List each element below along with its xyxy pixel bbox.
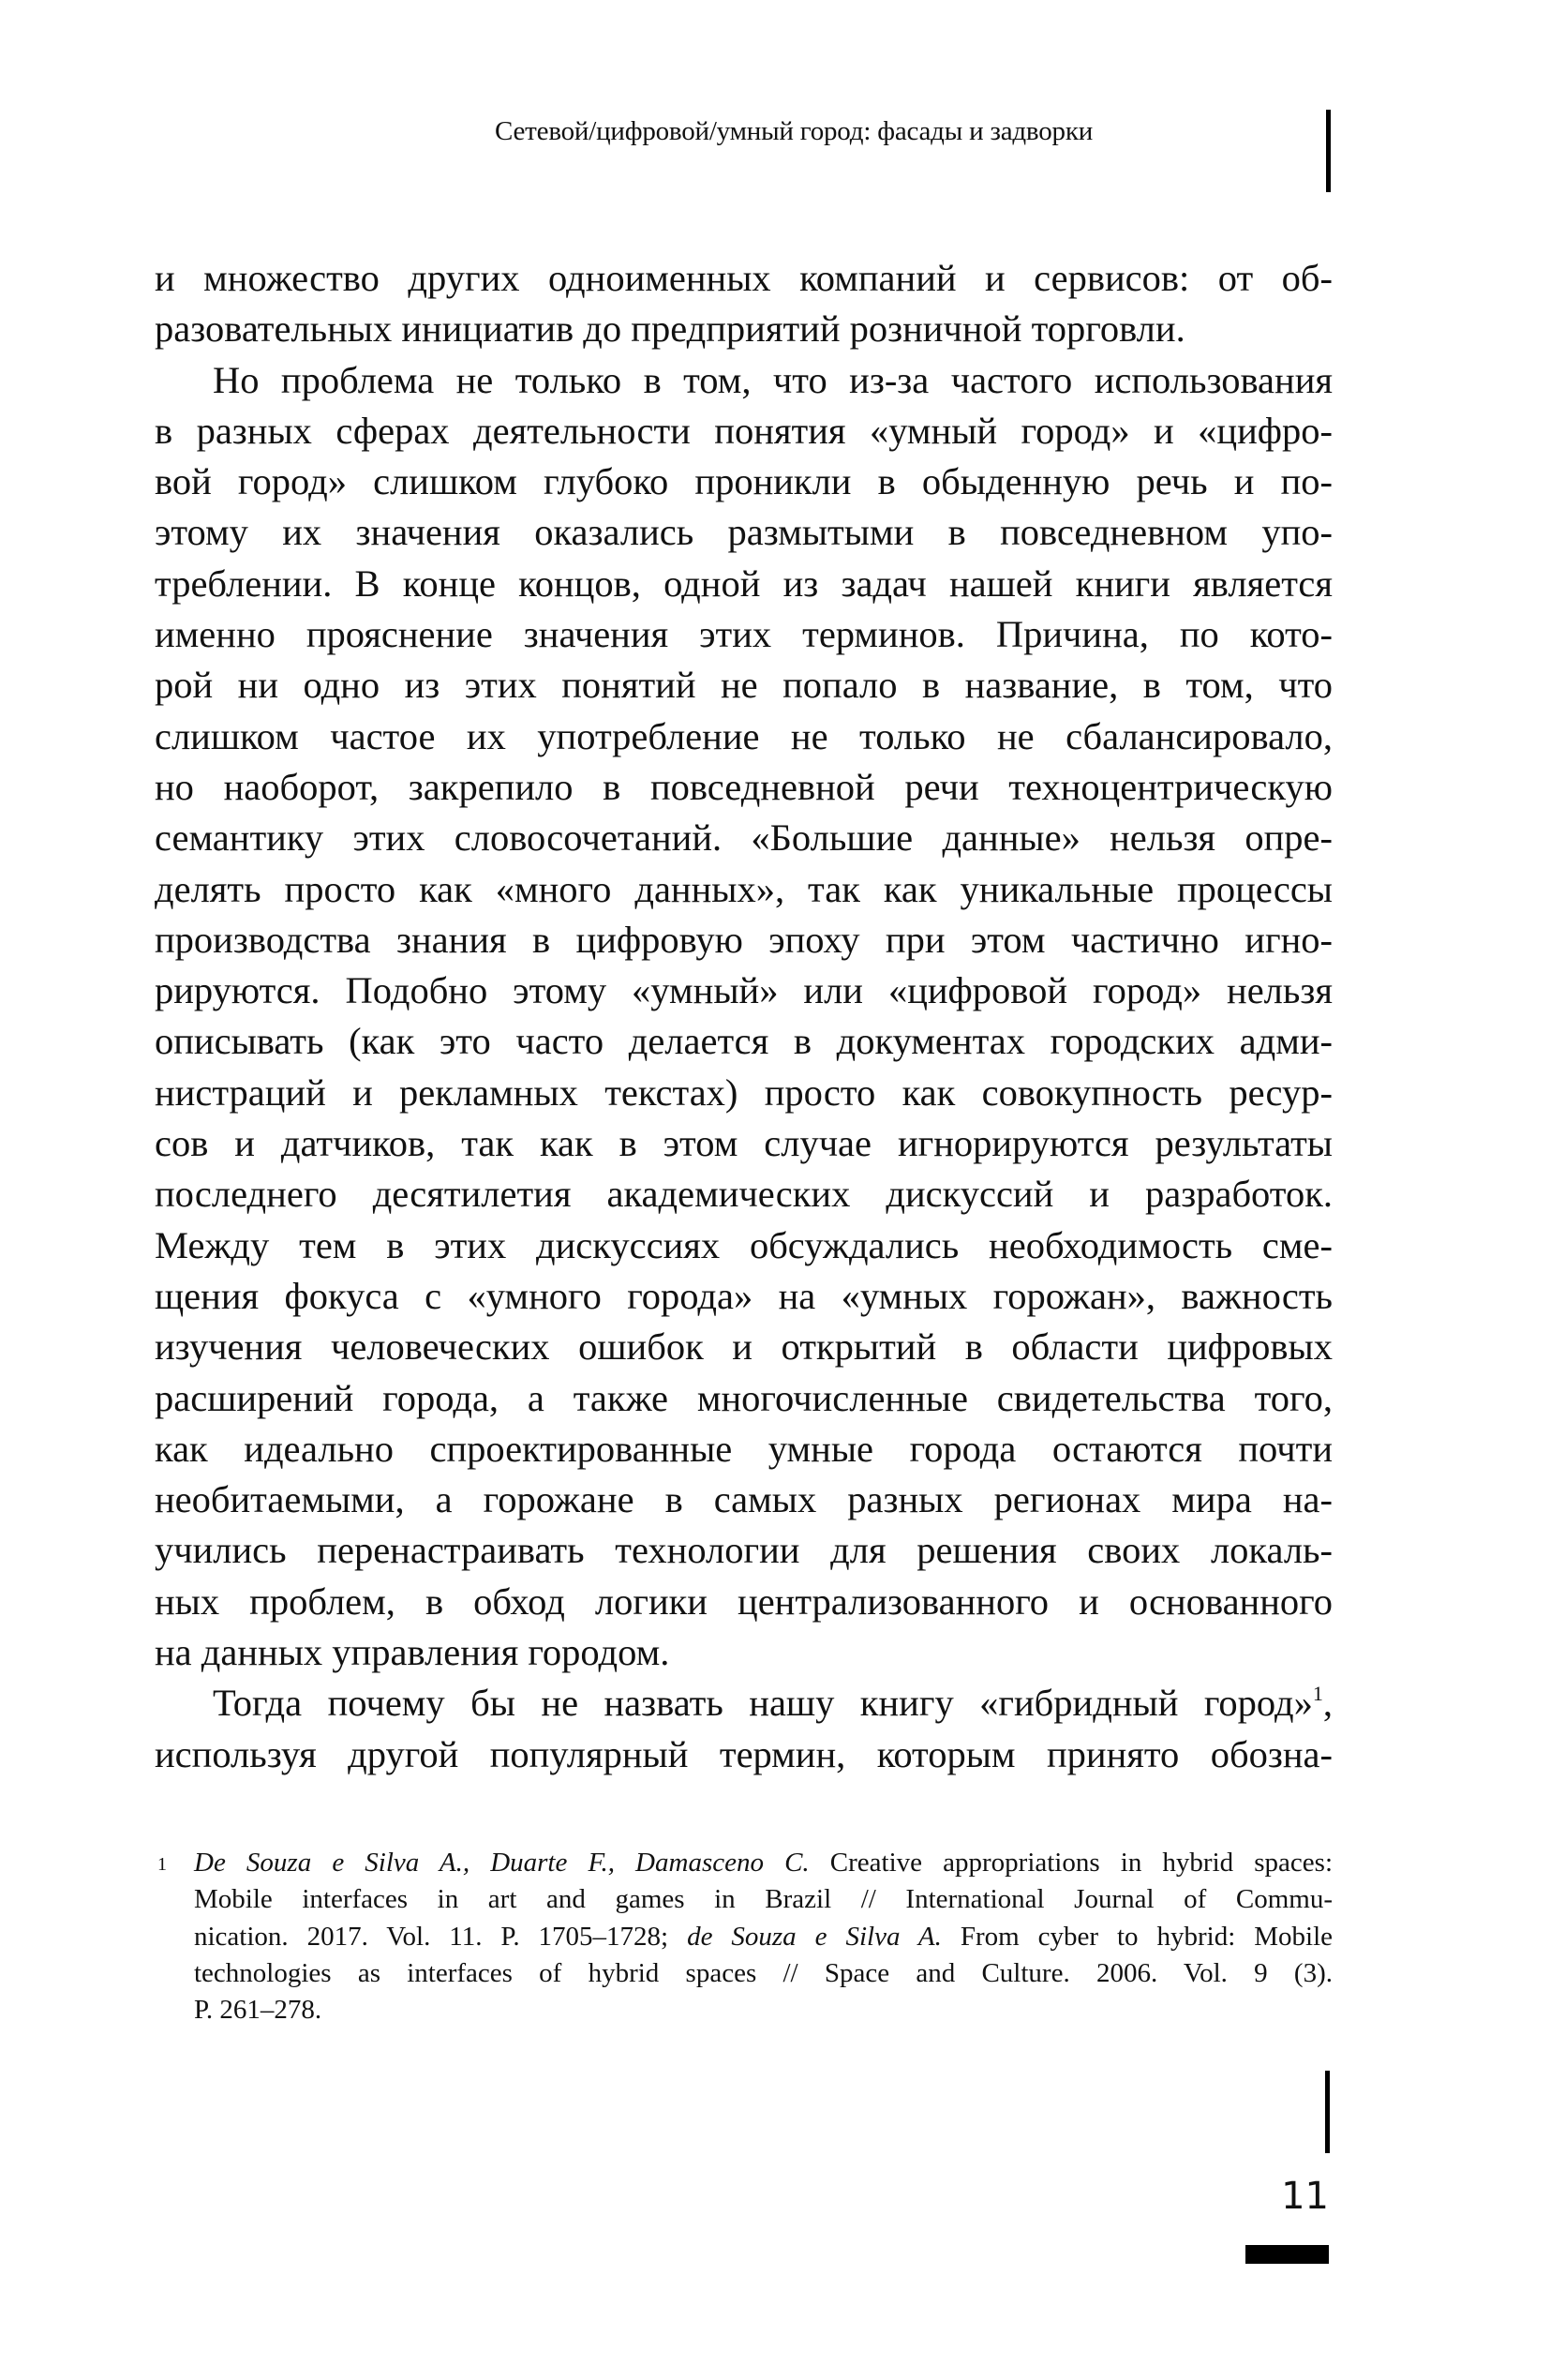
header-vertical-rule	[1326, 110, 1331, 192]
footnote-authors: De Souza e Silva A., Duarte F., Damasceno C.	[194, 1848, 810, 1878]
text-line: как идеально спроектированные умные города остаются почти	[155, 1427, 1333, 1470]
running-head: Сетевой/цифровой/умный город: фасады и задворки	[495, 116, 1094, 146]
text-line: на данных управления городом.	[155, 1631, 670, 1674]
footnote-line: P. 261–278.	[194, 1995, 322, 2026]
text-line: описывать (как это часто делается в документах городских адми-	[155, 1020, 1333, 1063]
footnote-line: Mobile interfaces in art and games in Brazil // International Journal of Commu-	[194, 1884, 1333, 1915]
text-segment: Тогда почему бы не назвать нашу книгу «гибридный город»	[213, 1682, 1313, 1725]
footnote-authors: de Souza e Silva A.	[687, 1921, 942, 1952]
folio-bar	[1245, 2245, 1329, 2264]
text-line: нистраций и рекламных текстах) просто как совокупность ресур-	[155, 1070, 1333, 1114]
body-text	[155, 253, 1333, 1780]
text-line: делять просто как «много данных», так как уникальные процессы	[155, 867, 1333, 910]
footnote-segment: From cyber to hybrid: Mobile	[941, 1921, 1333, 1952]
footnote-line	[194, 1845, 1333, 1881]
text-line: учились перенастраивать технологии для решения своих локаль-	[155, 1529, 1333, 1572]
text-line: необитаемыми, а горожане в самых разных регионах мира на-	[155, 1478, 1333, 1521]
text-segment: ,	[1322, 1682, 1333, 1725]
footnote-line	[194, 1919, 1333, 1955]
text-line: треблении. В конце концов, одной из задач нашей книги является	[155, 561, 1333, 605]
text-line: семантику этих словосочетаний. «Большие данные» нельзя опре-	[155, 816, 1333, 860]
text-line: но наоборот, закрепило в повседневной речи техноцентрическую	[155, 765, 1333, 808]
text-line: разовательных инициатив до предприятий розничной торговли.	[155, 307, 1185, 351]
text-line: слишком частое их употребление не только не сбалансировало,	[155, 714, 1333, 757]
paragraph-start-line: Но проблема не только в том, что из-за частого использования	[213, 358, 1333, 401]
paragraph-start-line	[155, 1678, 1333, 1729]
text-line: используя другой популярный термин, которым принято обозна-	[155, 1732, 1333, 1775]
text-line: ных проблем, в обход логики централизованного и основанного	[155, 1579, 1333, 1623]
footnote	[155, 1845, 1333, 2028]
text-line: этому их значения оказались размытыми в повседневном упо-	[155, 511, 1333, 554]
footnote-marker: 1	[157, 1854, 167, 1875]
text-line: вой город» слишком глубоко проникли в обыденную речь и по-	[155, 460, 1333, 503]
text-line: именно прояснение значения этих терминов. Причина, по кото-	[155, 613, 1333, 656]
text-line: рируются. Подобно этому «умный» или «цифровой город» нельзя	[155, 969, 1333, 1012]
text-line: рой ни одно из этих понятий не попало в название, в том, что	[155, 664, 1333, 707]
text-line: последнего десятилетия академических дискуссий и разработок.	[155, 1173, 1333, 1216]
text-line: в разных сферах деятельности понятия «умный город» и «цифро-	[155, 409, 1333, 452]
text-line: Между тем в этих дискуссиях обсуждались необходимость сме-	[155, 1223, 1333, 1266]
footnote-line: technologies as interfaces of hybrid spaces // Space and Culture. 2006. Vol. 9 (3).	[194, 1957, 1333, 1988]
footnote-segment: nication. 2017. Vol. 11. P. 1705–1728;	[194, 1921, 688, 1952]
footnote-reference[interactable]: 1	[1312, 1682, 1323, 1706]
text-line: сов и датчиков, так как в этом случае игнорируются результаты	[155, 1122, 1333, 1165]
text-line: расширений города, а также многочисленные свидетельства того,	[155, 1376, 1333, 1419]
text-line: изучения человеческих ошибок и открытий в области цифровых	[155, 1325, 1333, 1369]
footer-vertical-rule	[1325, 2071, 1330, 2153]
page-number: 11	[1281, 2175, 1329, 2218]
text-line: и множество других одноименных компаний и сервисов: от об-	[155, 257, 1333, 299]
footnote-title: Creative appropriations in hybrid spaces:	[809, 1848, 1333, 1878]
text-line: производства знания в цифровую эпоху при этом частично игно-	[155, 918, 1333, 961]
footnote-text	[194, 1845, 1333, 2028]
text-line: щения фокуса с «умного города» на «умных горожан», важность	[155, 1274, 1333, 1317]
